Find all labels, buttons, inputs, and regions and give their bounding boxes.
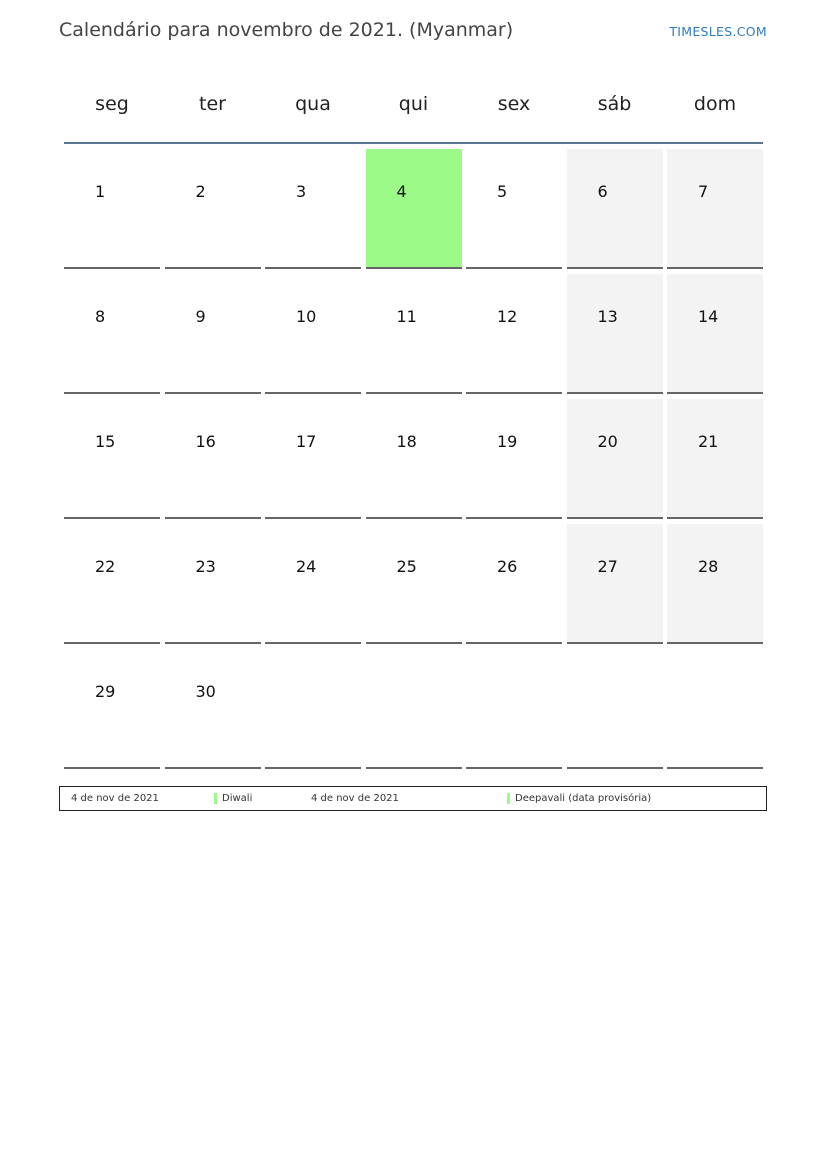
day-number: 13 bbox=[597, 307, 618, 326]
calendar bbox=[64, 80, 763, 769]
day-cell[interactable] bbox=[366, 274, 462, 394]
day-number: 28 bbox=[698, 557, 719, 576]
day-number: 27 bbox=[597, 557, 618, 576]
day-cell[interactable] bbox=[265, 399, 361, 519]
weekday-label: sex bbox=[497, 93, 531, 115]
day-grid bbox=[64, 149, 763, 769]
day-cell[interactable] bbox=[366, 399, 462, 519]
empty-day-cell bbox=[265, 649, 361, 769]
day-number: 12 bbox=[497, 307, 518, 326]
day-number: 16 bbox=[195, 432, 216, 451]
day-number: 15 bbox=[95, 432, 116, 451]
day-number: 19 bbox=[497, 432, 518, 451]
day-number: 22 bbox=[95, 557, 116, 576]
day-number: 6 bbox=[597, 182, 608, 201]
day-number: 21 bbox=[698, 432, 719, 451]
day-number: 7 bbox=[698, 182, 709, 201]
day-number: 9 bbox=[195, 307, 206, 326]
day-cell[interactable] bbox=[64, 274, 160, 394]
day-cell[interactable] bbox=[466, 524, 562, 644]
page-title: Calendário para novembro de 2021. (Myanmar) bbox=[59, 19, 514, 41]
day-number: 17 bbox=[296, 432, 317, 451]
day-cell[interactable] bbox=[567, 274, 663, 394]
day-cell[interactable] bbox=[366, 524, 462, 644]
day-cell[interactable] bbox=[165, 524, 261, 644]
weekday-label: seg bbox=[95, 93, 129, 115]
brand-link[interactable]: TIMESLES.COM bbox=[669, 24, 767, 39]
day-number: 5 bbox=[497, 182, 508, 201]
holiday-color-marker bbox=[507, 793, 510, 804]
day-cell[interactable] bbox=[366, 149, 462, 269]
day-number: 1 bbox=[95, 182, 106, 201]
day-cell[interactable] bbox=[265, 274, 361, 394]
legend-date: 4 de nov de 2021 bbox=[311, 793, 399, 804]
day-number: 14 bbox=[698, 307, 719, 326]
day-cell[interactable] bbox=[667, 399, 763, 519]
day-number: 30 bbox=[195, 682, 216, 701]
empty-day-cell bbox=[567, 649, 663, 769]
day-cell[interactable] bbox=[64, 649, 160, 769]
day-cell[interactable] bbox=[165, 649, 261, 769]
day-cell[interactable] bbox=[667, 524, 763, 644]
day-cell[interactable] bbox=[165, 274, 261, 394]
legend-holiday-name: Deepavali (data provisória) bbox=[515, 793, 652, 804]
empty-day-cell bbox=[667, 649, 763, 769]
weekday-label: dom bbox=[693, 93, 737, 115]
day-number: 11 bbox=[396, 307, 417, 326]
day-cell[interactable] bbox=[466, 399, 562, 519]
day-number: 8 bbox=[95, 307, 106, 326]
day-number: 3 bbox=[296, 182, 307, 201]
day-number: 4 bbox=[396, 182, 407, 201]
weekday-label: qui bbox=[398, 93, 429, 115]
day-cell[interactable] bbox=[466, 149, 562, 269]
day-cell[interactable] bbox=[64, 149, 160, 269]
day-cell[interactable] bbox=[165, 149, 261, 269]
day-number: 26 bbox=[497, 557, 518, 576]
day-cell[interactable] bbox=[667, 149, 763, 269]
day-cell[interactable] bbox=[466, 274, 562, 394]
day-cell[interactable] bbox=[567, 399, 663, 519]
holiday-legend bbox=[59, 786, 767, 811]
weekday-label: qua bbox=[295, 93, 331, 115]
day-cell[interactable] bbox=[265, 149, 361, 269]
day-cell[interactable] bbox=[64, 399, 160, 519]
legend-holiday-name: Diwali bbox=[222, 793, 253, 804]
weekday-label: sáb bbox=[597, 93, 632, 115]
day-number: 25 bbox=[396, 557, 417, 576]
holiday-color-marker bbox=[214, 793, 217, 804]
empty-day-cell bbox=[366, 649, 462, 769]
day-number: 2 bbox=[195, 182, 206, 201]
empty-day-cell bbox=[466, 649, 562, 769]
day-number: 23 bbox=[195, 557, 216, 576]
day-cell[interactable] bbox=[165, 399, 261, 519]
day-cell[interactable] bbox=[567, 524, 663, 644]
weekday-label: ter bbox=[199, 93, 226, 115]
day-cell[interactable] bbox=[64, 524, 160, 644]
day-number: 10 bbox=[296, 307, 317, 326]
day-cell[interactable] bbox=[667, 274, 763, 394]
day-cell[interactable] bbox=[567, 149, 663, 269]
day-number: 18 bbox=[396, 432, 417, 451]
weekday-header bbox=[64, 80, 763, 144]
legend-date: 4 de nov de 2021 bbox=[71, 793, 159, 804]
day-number: 20 bbox=[597, 432, 618, 451]
day-number: 24 bbox=[296, 557, 317, 576]
day-cell[interactable] bbox=[265, 524, 361, 644]
day-number: 29 bbox=[95, 682, 116, 701]
